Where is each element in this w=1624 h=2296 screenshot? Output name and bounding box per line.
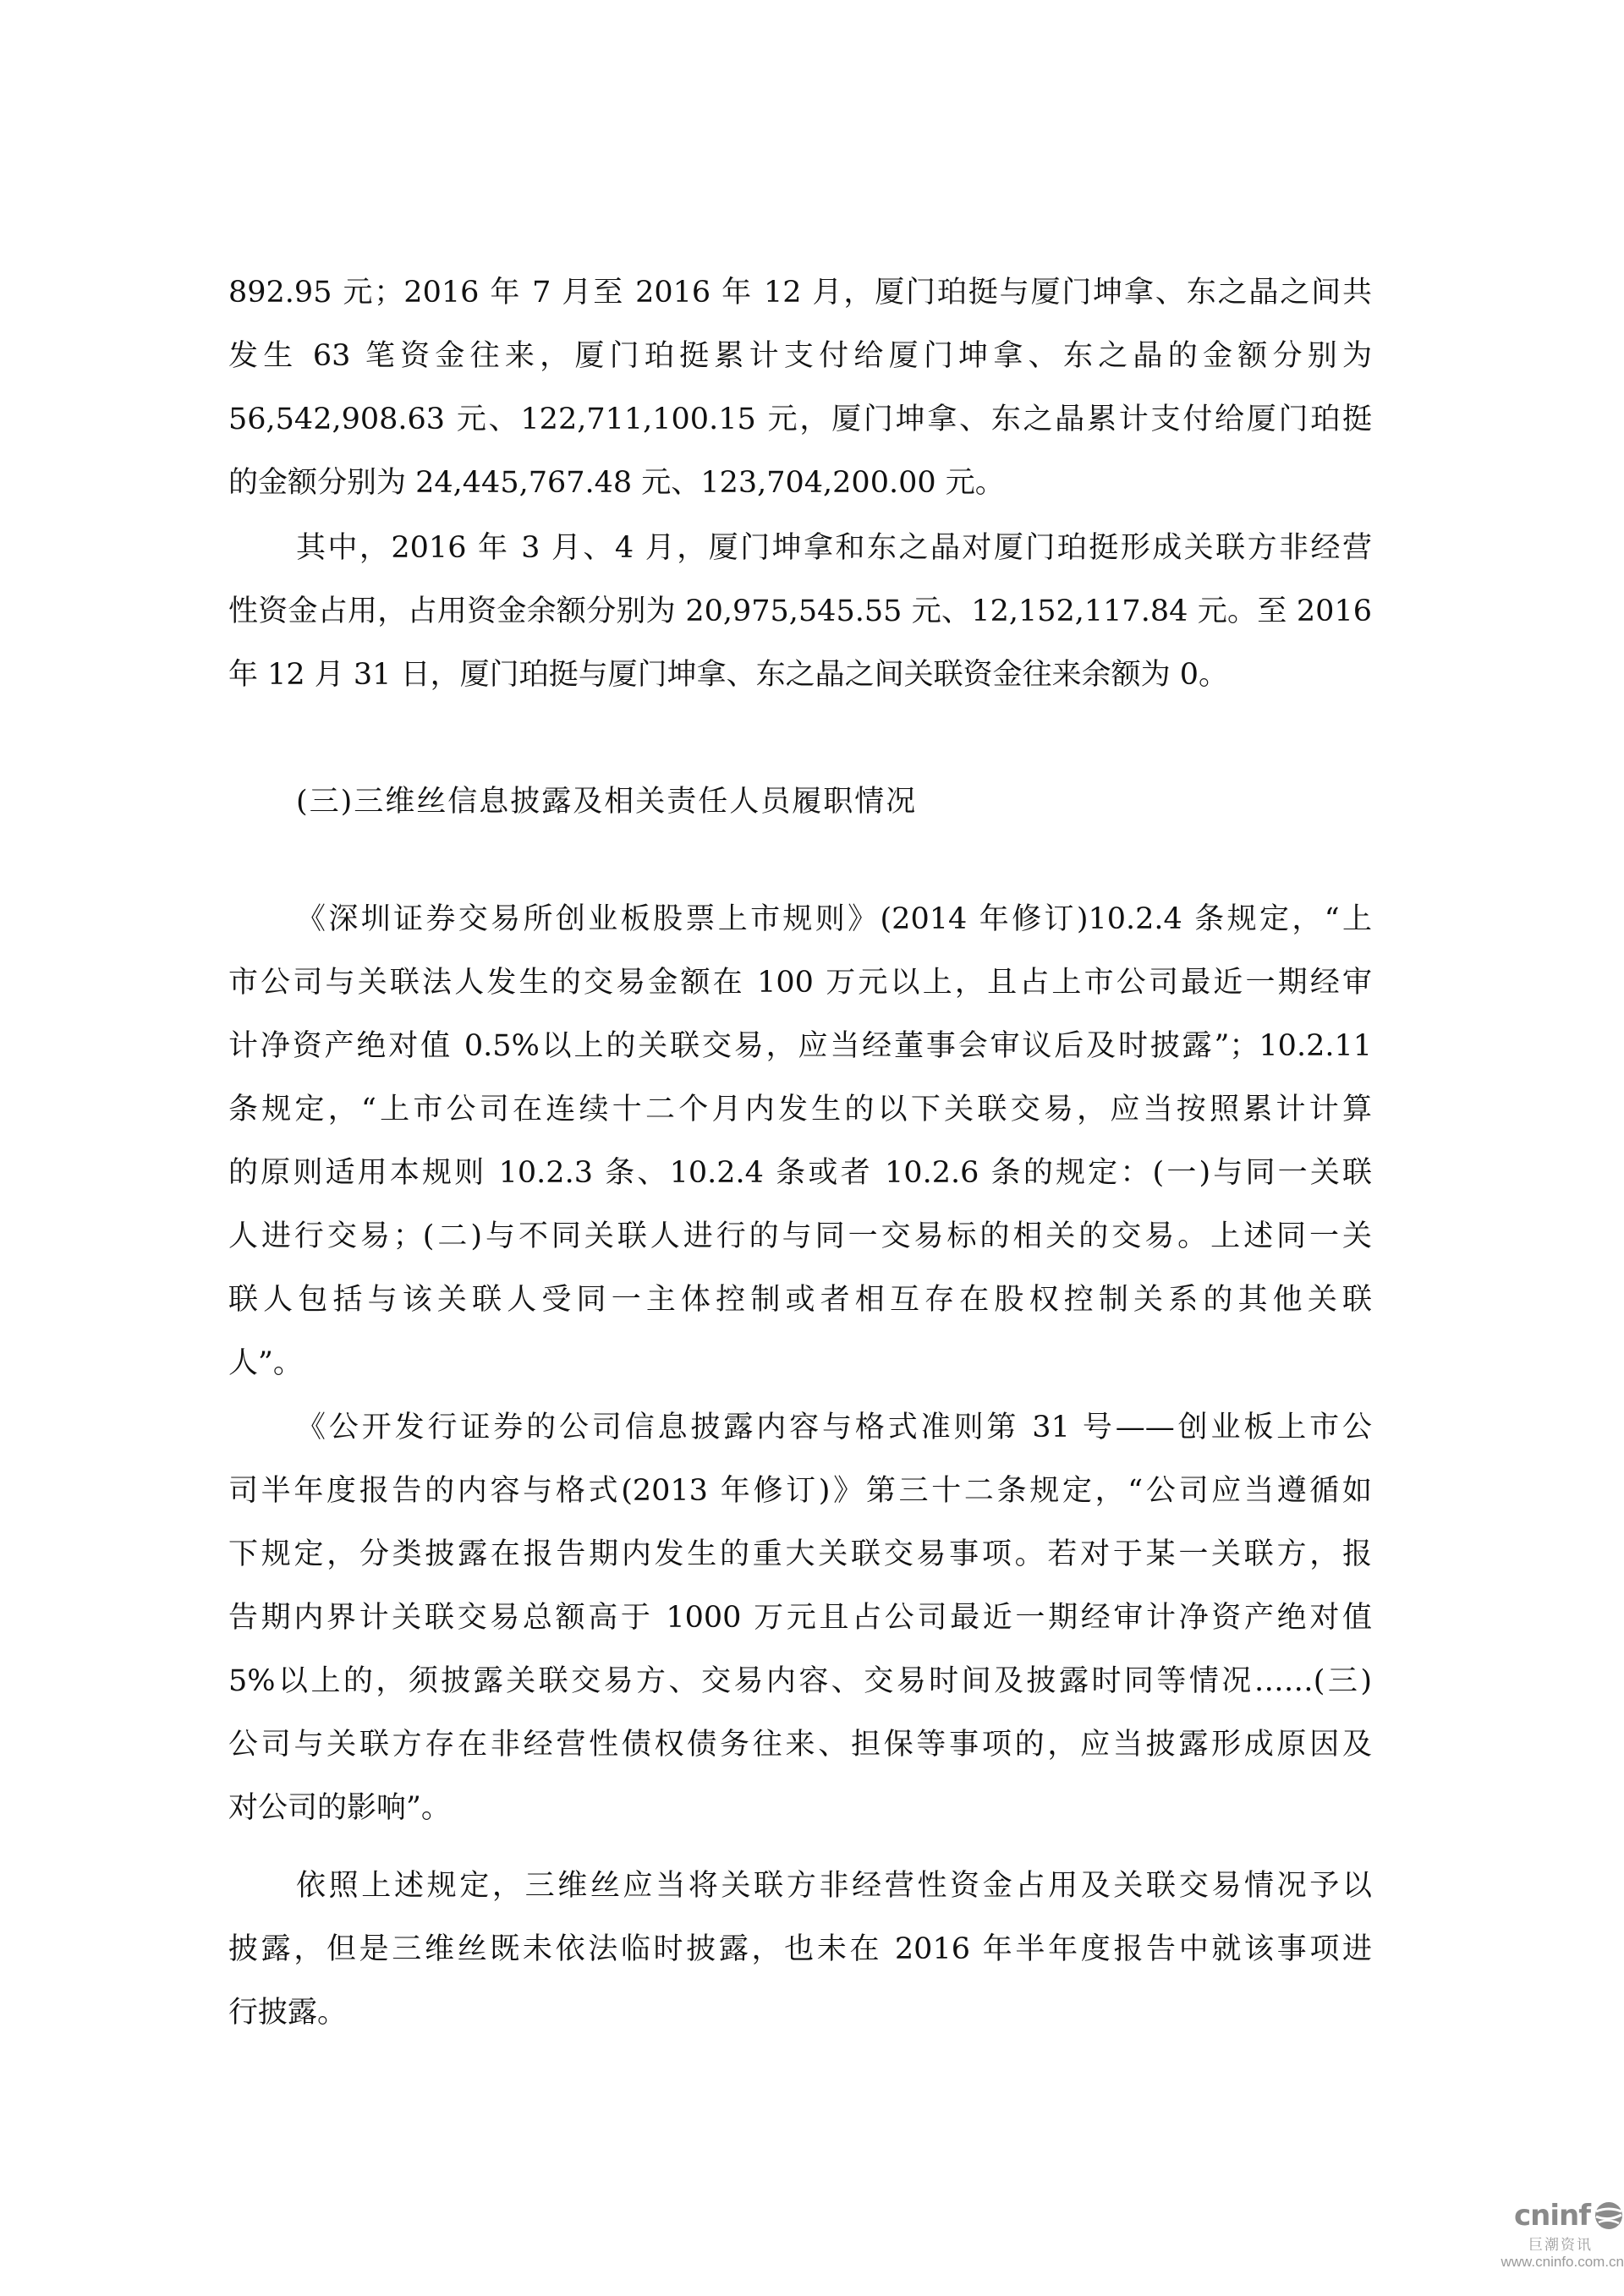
text-line: 披露，但是三维丝既未依法临时披露，也未在 2016 年半年度报告中就该事项进 [228, 1932, 1372, 1966]
logo-chinese-name: 巨潮资讯 [1528, 2237, 1593, 2254]
text-line: 计净资产绝对值 0.5%以上的关联交易，应当经董事会审议后及时披露”；10.2.11 [228, 1029, 1372, 1063]
text-line: 下规定，分类披露在报告期内发生的重大关联交易事项。若对于某一关联方，报 [228, 1537, 1372, 1571]
section-heading: (三)三维丝信息披露及相关责任人员履职情况 [296, 785, 918, 819]
text-line: 56,542,908.63 元、122,711,100.15 元，厦门坤拿、东之晶累计支付给厦门珀挺 [228, 403, 1372, 436]
text-line: 《公开发行证券的公司信息披露内容与格式准则第 31 号——创业板上市公 [296, 1411, 1372, 1444]
text-line: 人进行交易；(二)与不同关联人进行的与同一交易标的相关的交易。上述同一关 [228, 1219, 1372, 1253]
text-line: 年 12 月 31 日，厦门珀挺与厦门坤拿、东之晶之间关联资金往来余额为 0。 [228, 658, 1228, 692]
text-line: 市公司与关联法人发生的交易金额在 100 万元以上，且占上市公司最近一期经审 [228, 966, 1372, 1000]
text-line: 《深圳证券交易所创业板股票上市规则》(2014 年修订)10.2.4 条规定，“上 [296, 902, 1372, 936]
logo-url: www.cninfo.com.cn [1501, 2254, 1624, 2270]
text-line: 对公司的影响”。 [228, 1791, 451, 1825]
text-line: 的金额分别为 24,445,767.48 元、123,704,200.00 元。 [228, 466, 1005, 500]
text-line: 发生 63 笔资金往来，厦门珀挺累计支付给厦门坤拿、东之晶的金额分别为 [228, 339, 1372, 373]
text-line: 依照上述规定，三维丝应当将关联方非经营性资金占用及关联交易情况予以 [296, 1869, 1372, 1903]
text-line: 联人包括与该关联人受同一主体控制或者相互存在股权控制关系的其他关联 [228, 1283, 1372, 1317]
text-line: 条规定，“上市公司在连续十二个月内发生的以下关联交易，应当按照累计计算 [228, 1093, 1372, 1126]
text-line: 892.95 元；2016 年 7 月至 2016 年 12 月，厦门珀挺与厦门坤拿、东之晶之间共 [228, 276, 1372, 310]
cninfo-swirl-icon [1594, 2201, 1624, 2230]
text-line: 公司与关联方存在非经营性债权债务往来、担保等事项的，应当披露形成原因及 [228, 1728, 1372, 1762]
text-line: 司半年度报告的内容与格式(2013 年修订)》第三十二条规定，“公司应当遵循如 [228, 1474, 1372, 1508]
text-line: 行披露。 [228, 1996, 348, 2030]
cninfo-watermark-logo [1463, 2199, 1624, 2292]
text-line: 其中，2016 年 3 月、4 月，厦门坤拿和东之晶对厦门珀挺形成关联方非经营 [296, 531, 1372, 565]
text-line: 人”。 [228, 1346, 303, 1380]
text-line: 告期内界计关联交易总额高于 1000 万元且占公司最近一期经审计净资产绝对值 [228, 1601, 1372, 1635]
text-line: 的原则适用本规则 10.2.3 条、10.2.4 条或者 10.2.6 条的规定：(一)与同一关联 [228, 1156, 1372, 1190]
logo-wordmark: cninf [1513, 2199, 1590, 2233]
text-line: 5%以上的，须披露关联交易方、交易内容、交易时间及披露时同等情况……(三) [228, 1664, 1372, 1698]
text-line: 性资金占用，占用资金余额分别为 20,975,545.55 元、12,152,117.84 元。至 2016 [228, 595, 1372, 628]
